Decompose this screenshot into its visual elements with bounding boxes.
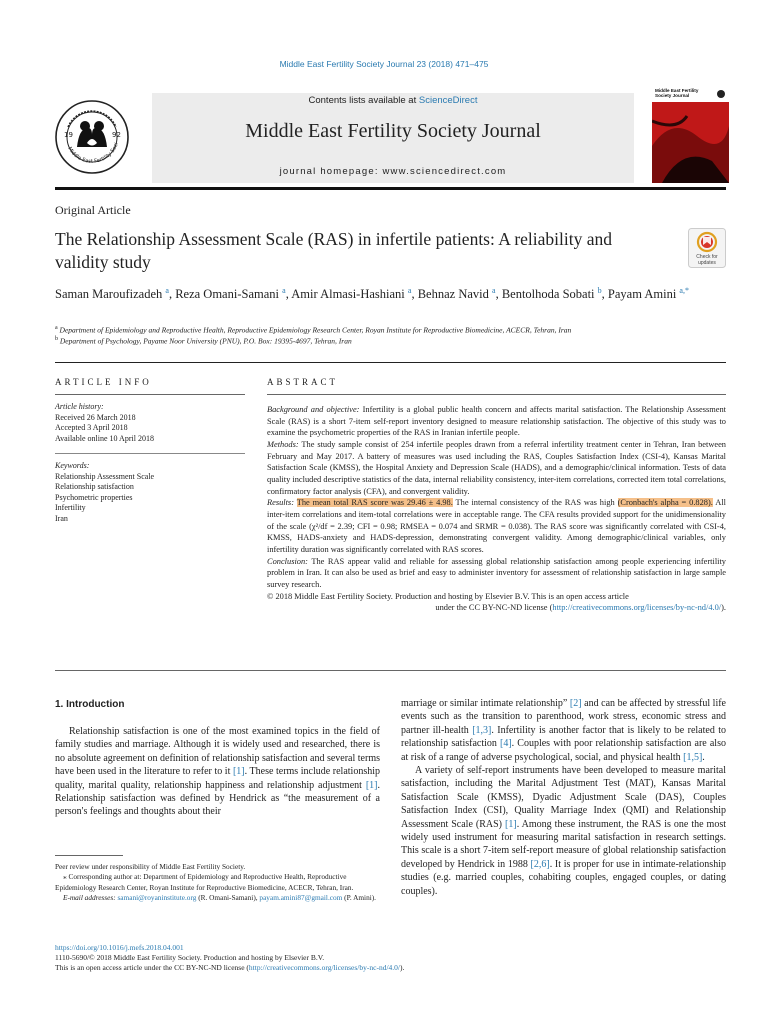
citation-ref[interactable]: [4] <box>500 738 512 750</box>
contents-prefix: Contents lists available at <box>308 95 419 106</box>
conclusion-text: The RAS appear valid and reliable for assessing global relationship satisfaction among people experiencing infertility problem in Iran. It can also be used as brief and easy to administer inventory for assessment of relationship satisfaction in large sample survey research. <box>267 556 726 589</box>
email-note <box>55 893 380 903</box>
abstract-rule <box>267 394 726 395</box>
abstract-body <box>267 404 726 614</box>
citation-ref[interactable]: [2,6] <box>530 858 550 870</box>
conclusion-label: Conclusion: <box>267 556 308 566</box>
results-text-rest: All inter-item correlations and item-total correlations were in acceptable range. The CFA results provided support for the unidimensionality of the scale (χ²/df = 2.39; CFI = 0.98; RMSEA = 0.074 and SRMR = 0.038). The RAS score was significantly correlated with CSI-4, KMSS, HADS-anxiety and HADS-depression, demonstrating convergent validity. Among demographic/clinical variables, only infertility duration was significantly correlated with RAS scores. <box>267 498 726 554</box>
cover-title: Middle East Fertility Society Journal <box>655 88 699 99</box>
keywords-label: Keywords: <box>55 461 90 470</box>
online-date: Available online 10 April 2018 <box>55 433 154 443</box>
contents-line <box>152 95 634 106</box>
keyword-item: Psychometric properties <box>55 492 133 502</box>
meta-divider <box>55 362 726 363</box>
author-affiliation-ref[interactable]: a <box>165 286 169 295</box>
logo-year-right: 92 <box>112 131 121 139</box>
results-text: The internal consistency of the RAS was high <box>452 498 618 508</box>
text-span: marriage or similar intimate relationship” <box>401 698 570 709</box>
affiliation-marker: a <box>55 325 58 331</box>
abstract-methods <box>267 439 726 497</box>
intro-paragraph-2 <box>401 764 726 898</box>
intro-paragraph-continued <box>401 697 726 764</box>
header-divider <box>55 187 726 190</box>
article-info-heading: ARTICLE INFO <box>55 377 152 387</box>
abstract-heading: ABSTRACT <box>267 377 339 387</box>
article-type: Original Article <box>55 203 131 217</box>
author-affiliation-ref[interactable]: a <box>282 286 286 295</box>
author-name[interactable]: Bentolhoda Sobati <box>501 287 595 302</box>
footnotes <box>55 862 380 904</box>
journal-cover-image <box>652 86 729 183</box>
footnote-rule <box>55 855 123 856</box>
affiliation-text: Department of Psychology, Payame Noor University (PNU), P.O. Box: 19395-4697, Tehran, Iran <box>59 336 352 346</box>
oa-suffix: ). <box>399 963 405 973</box>
author-list: Saman Maroufizadeh $^a$, Reza Omani-Samani $^a$, Amir Almasi-Hashiani $^a$, Behnaz Navid $^a$, Bentolhoda Sobati $^b$, Payam Amini $^{a,*}$ <box>55 286 689 302</box>
svg-text:Middle East Fertility Society: Middle East Fertility Soci <box>66 142 120 165</box>
keyword-item: Relationship Assessment Scale <box>55 471 155 481</box>
logo-year-left: 19 <box>64 131 73 139</box>
text-span: Relationship satisfaction is one of the most examined topics in the field of family studies and marriage. Although it is widely used and researched, there is no absolute agreement on definition of relationship satisfaction and several terms have been used in the literature to refer to it <box>55 726 380 778</box>
text-span: . These terms include relationship quality, marital quality, relationship happiness and relationship adjustment <box>55 766 381 791</box>
intro-left-column <box>55 725 380 819</box>
email-owner: (R. Omani-Samani), <box>196 893 260 903</box>
citation-ref[interactable]: [2] <box>569 698 582 709</box>
citation-ref[interactable]: [1] <box>232 766 245 778</box>
doi-link[interactable]: https://doi.org/10.1016/j.mefs.2018.04.001 <box>55 943 184 952</box>
received-date: Received 26 March 2018 <box>55 412 136 422</box>
highlight-mean-score[interactable]: The mean total RAS score was 29.46 ± 4.98. <box>296 498 453 508</box>
citation-ref[interactable]: [1,3] <box>472 724 492 736</box>
journal-citation-link[interactable]: Middle East Fertility Society Journal 23 (2018) 471–475 <box>279 59 489 69</box>
citation-ref[interactable]: [1] <box>505 818 517 830</box>
affiliation-marker: b <box>55 336 58 342</box>
text-span: . <box>702 751 705 763</box>
check-for-updates-button[interactable] <box>688 228 726 268</box>
abstract-background <box>267 404 726 439</box>
text-span: A variety of self-report instruments have been developed to measure marital satisfaction, including the Marital Adjustment Test (MAT), Kansas Marital Satisfaction Scale (KMSS), Dyadic Adjustment Scale (DAS), Couples Satisfaction Index (CSI), Quality Marriage Index (QMI) and Relationship Assessment Scale (RAS) <box>401 765 726 830</box>
journal-title: Middle East Fertility Society Journal <box>245 120 541 142</box>
author-affiliation-ref[interactable]: a <box>492 286 496 295</box>
license-link[interactable]: http://creativecommons.org/licenses/by-nc-nd/4.0/ <box>552 603 722 613</box>
abstract-conclusion <box>267 556 726 591</box>
sciencedirect-link[interactable]: ScienceDirect <box>418 95 478 106</box>
results-label: Results: <box>267 498 294 508</box>
email-label: E-mail addresses: <box>63 893 118 903</box>
license-prefix: under the CC BY-NC-ND license ( <box>435 603 553 613</box>
keywords-rule <box>55 453 245 454</box>
section-heading-introduction: 1. Introduction <box>55 699 125 710</box>
abstract-bottom-divider <box>55 670 726 671</box>
author-affiliation-ref[interactable]: a <box>407 286 412 295</box>
abstract-copyright-line2 <box>267 602 726 614</box>
text-span: . Couples with poor relationship satisfaction are also at risk of a range of adverse psychological, social, and physical health <box>401 738 726 763</box>
text-span: . Relationship satisfaction was defined by Hendrick as “the measurement of a person's feelings and thoughts about their <box>55 779 380 818</box>
affiliation-b <box>55 334 730 347</box>
accepted-date: Accepted 3 April 2018 <box>55 423 128 433</box>
oa-license-link[interactable]: http://creativecommons.org/licenses/by-nc-nd/4.0/ <box>248 963 400 973</box>
check-for-updates-label: Check for updates <box>696 254 718 266</box>
homepage-link[interactable]: www.sciencedirect.com <box>382 166 507 177</box>
highlight-cronbach-alpha[interactable]: (Cronbach's alpha = 0.828). <box>617 498 713 508</box>
text-span: . Infertility is another factor that is likely to be related to relationship satisfaction <box>401 724 726 750</box>
citation-ref[interactable]: [1] <box>365 779 378 791</box>
journal-homepage <box>152 166 634 177</box>
affiliation-text: Department of Epidemiology and Reproductive Health, Reproductive Epidemiology Research Center, Royan Institute for Reproductive Biomedicine, ACECR, Tehran, Iran <box>59 325 572 335</box>
author-name[interactable]: Amir Almasi-Hashiani <box>291 287 405 302</box>
license-suffix: ). <box>721 603 726 613</box>
corresponding-author-note: ⁎ Corresponding author at: Department of Epidemiology and Reproductive Health, Reproductive Epidemiology Research Center, Royan Institute for Reproductive Biomedicine, ACECR, Tehran, Iran. <box>55 872 354 892</box>
article-history <box>55 402 245 444</box>
homepage-prefix: journal homepage: <box>279 166 383 177</box>
author-affiliation-ref[interactable]: b <box>597 286 602 295</box>
text-span: . Among these instrument, the RAS is one the most widely used instrument for measuring marital satisfaction in research settings. This scale is a short 7-item self-report measure of global relationship satisfaction developed by Hendrick in 1988 <box>401 818 726 870</box>
page-bottom-info <box>55 943 735 974</box>
email-owner: (P. Amini). <box>342 893 376 903</box>
intro-right-column <box>401 697 726 898</box>
citation-ref[interactable]: [1,5] <box>683 751 703 763</box>
article-info-rule <box>55 394 245 395</box>
author-name[interactable]: Reza Omani-Samani <box>175 287 279 302</box>
author-affiliation-ref[interactable]: a,* <box>679 286 689 295</box>
intro-paragraph-1 <box>55 725 380 819</box>
keyword-item: Relationship satisfaction <box>55 482 134 492</box>
society-logo <box>54 99 130 175</box>
abstract-results <box>267 497 726 555</box>
issn-line: 1110-5690/© 2018 Middle East Fertility Society. Production and hosting by Elsevier B.V. <box>55 953 325 963</box>
history-label: Article history: <box>55 402 104 411</box>
oa-prefix: This is an open access article under the CC BY-NC-ND license ( <box>55 963 249 973</box>
article-title: The Relationship Assessment Scale (RAS) in infertile patients: A reliability and validity study <box>55 229 612 272</box>
author-name[interactable]: Payam Amini <box>607 287 677 302</box>
methods-text: The study sample consist of 254 infertile peoples drawn from a referral infertility treatment center in Tehran, Iran between February and May 2017. A battery of measures was used including the RAS, Couples Satisfaction Index (CSI-4), Kansas Marital Satisfaction Scale (KMSS), the Hospital Anxiety and Depression Scale (HADS), and a demographic/clinical information. Tests of data quality included descriptive statistics of the data, internal reliability consistency, inter-item correlations, corrected item total correlations, confirmatory factor analysis (CFA), and convergent validity. <box>267 439 726 496</box>
keywords-block <box>55 461 245 525</box>
abstract-copyright-line1: © 2018 Middle East Fertility Society. Production and hosting by Elsevier B.V. This is an open access article <box>267 591 629 601</box>
peer-review-note: Peer review under responsibility of Middle East Fertility Society. <box>55 862 246 871</box>
background-label: Background and objective: <box>267 405 360 414</box>
keyword-item: Iran <box>55 513 68 523</box>
open-access-line <box>55 963 735 973</box>
background-text: Infertility is a global public health concern and affects marital satisfaction. The Relationship Assessment Scale (RAS) is a short 7-item self-report inventory designed to measure relationship satisfaction. The objective of this study was to examine the psychometric properties of the RAS in Iranian infertile people. <box>267 405 727 438</box>
keyword-item: Infertility <box>55 503 86 513</box>
methods-label: Methods: <box>267 439 299 449</box>
text-span: and can be affected by stressful life events such as the transition to parenthood, work stress, economic stress and partner ill-health <box>401 698 726 736</box>
email-link-omani[interactable]: samani@royaninstitute.org <box>117 893 197 903</box>
author-name[interactable]: Behnaz Navid <box>417 287 489 302</box>
email-link-amini[interactable]: payam.amini87@gmail.com <box>259 893 343 903</box>
text-span: . It is proper for use in intimate-relationship studies (e.g. married couples, cohabiting couples, engaged couples, or dating couples). <box>401 858 726 897</box>
author-name[interactable]: Saman Maroufizadeh <box>55 287 163 302</box>
